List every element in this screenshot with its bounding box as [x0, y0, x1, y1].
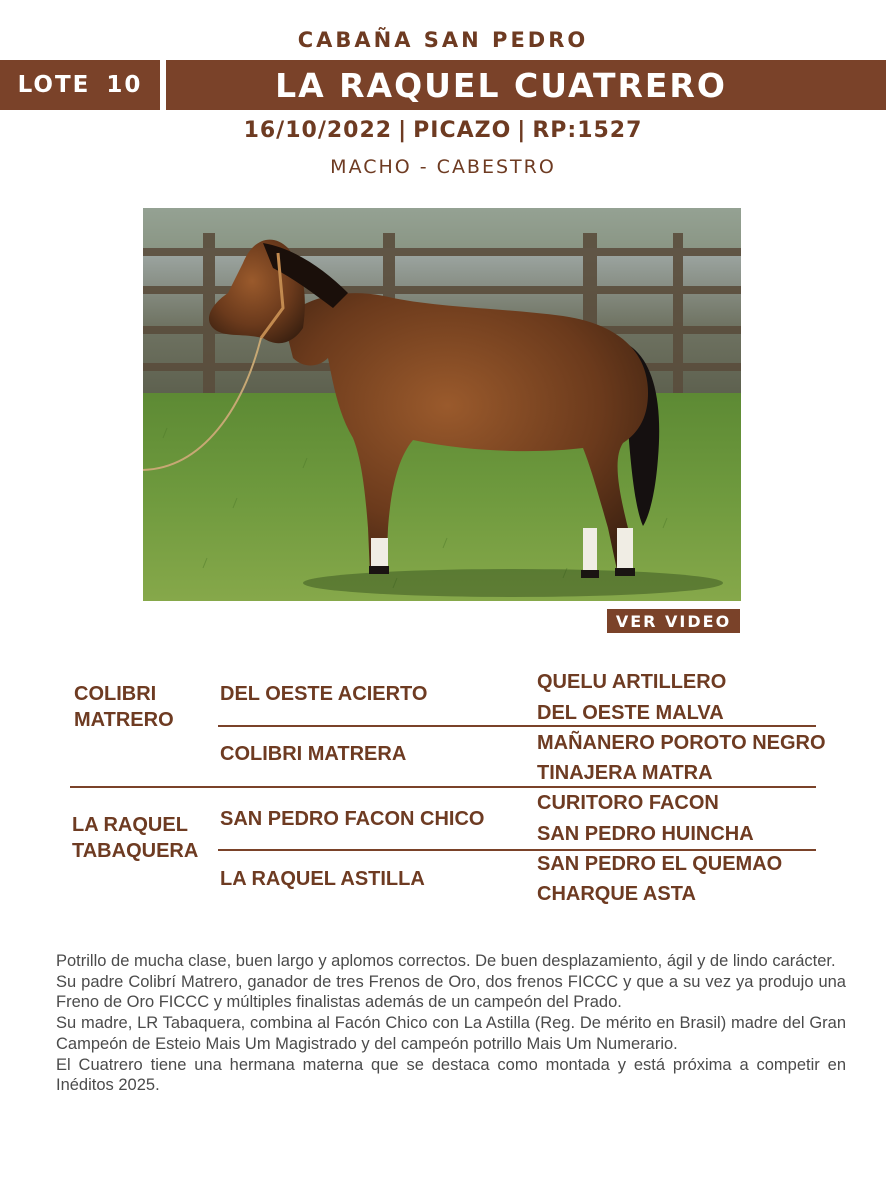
- dam-name-line1: LA RAQUEL: [72, 814, 188, 836]
- great-grandparent: DEL OESTE MALVA: [537, 702, 724, 724]
- sire-dam: COLIBRI MATRERA: [220, 743, 407, 765]
- pedigree-divider: [70, 786, 816, 788]
- great-grandparent: QUELU ARTILLERO: [537, 671, 727, 693]
- description-paragraph: El Cuatrero tiene una hermana materna que se destaca como montada y está próxima a competir en Inéditos 2025.: [56, 1055, 846, 1095]
- great-grandparent: CHARQUE ASTA: [537, 883, 696, 905]
- pedigree-divider: [218, 725, 816, 727]
- great-grandparent: SAN PEDRO EL QUEMAO: [537, 853, 783, 875]
- horse-name-banner: [166, 60, 886, 110]
- dam-sire: SAN PEDRO FACON CHICO: [220, 808, 485, 830]
- lot-badge: [0, 60, 160, 110]
- horse-photo: [143, 208, 741, 601]
- watch-video-button[interactable]: VER VIDEO: [607, 609, 740, 633]
- horse-details: [0, 118, 886, 143]
- sex-category: MACHO - CABESTRO: [330, 156, 556, 178]
- great-grandparent: MAÑANERO POROTO NEGRO: [537, 732, 826, 754]
- description-paragraph: Su madre, LR Tabaquera, combina al Facón Chico con La Astilla (Reg. De mérito en Brasil) madre del Gran Campeón de Esteio Mais Um Magistrado y del campeón potrillo Mais Um Numerario.: [56, 1014, 846, 1053]
- separator: |: [398, 118, 408, 143]
- great-grandparent: SAN PEDRO HUINCHA: [537, 823, 754, 845]
- separator: |: [517, 118, 527, 143]
- sire-name-line1: COLIBRI: [74, 683, 157, 705]
- pedigree-divider: [218, 849, 816, 851]
- great-grandparent: TINAJERA MATRA: [537, 762, 713, 784]
- horse-name: LA RAQUEL CUATRERO: [275, 65, 727, 105]
- breeder-name: CABAÑA SAN PEDRO: [297, 28, 589, 52]
- dam-dam: LA RAQUEL ASTILLA: [220, 868, 425, 890]
- dam-name-line2: TABAQUERA: [72, 840, 199, 862]
- coat-color: PICAZO: [413, 118, 512, 143]
- birth-date: 16/10/2022: [243, 118, 393, 143]
- description-paragraph: Su padre Colibrí Matrero, ganador de tres Frenos de Oro, dos frenos FICCC y que a su vez ya produjo una Freno de Oro FICCC y múltiples finalistas además de un campeón del Prado.: [56, 972, 846, 1012]
- description: [56, 951, 846, 1096]
- great-grandparent: CURITORO FACON: [537, 792, 719, 814]
- sire-name-line2: MATRERO: [74, 709, 174, 731]
- lot-label: LOTE: [17, 72, 91, 98]
- registry-number: RP:1527: [532, 118, 643, 143]
- lot-number: 10: [106, 72, 143, 98]
- sire-sire: DEL OESTE ACIERTO: [220, 683, 428, 705]
- description-paragraph: Potrillo de mucha clase, buen largo y aplomos correctos. De buen desplazamiento, ágil y de lindo carácter.: [56, 952, 836, 970]
